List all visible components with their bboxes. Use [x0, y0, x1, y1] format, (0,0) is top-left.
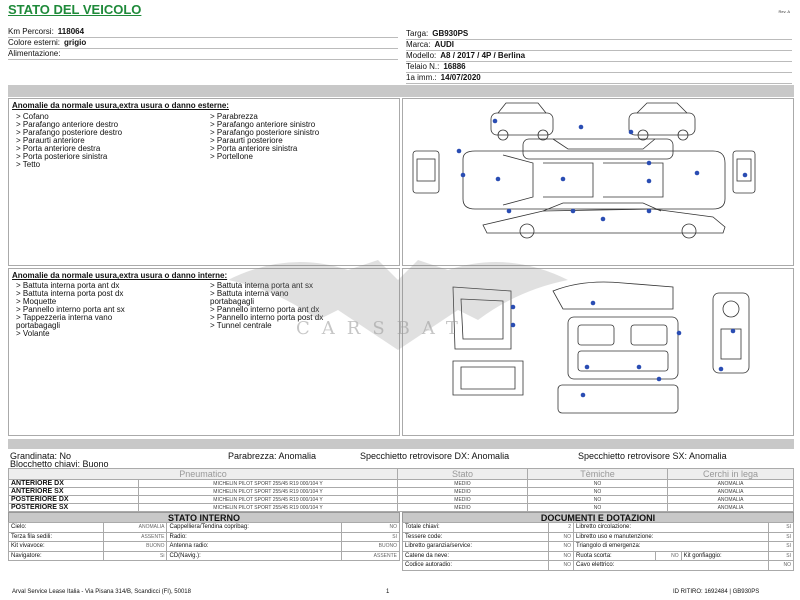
damage-dot	[647, 161, 652, 166]
exterior-diagram-panel	[402, 98, 794, 266]
rim-state: ANOMALIA	[668, 504, 794, 512]
interior-car-diagram	[403, 269, 795, 437]
fuel-label: Alimentazione:	[8, 49, 61, 58]
table-row	[9, 504, 794, 512]
field-label: Tessere code:	[403, 532, 549, 542]
table-row	[403, 561, 794, 571]
brand-value: AUDI	[434, 40, 455, 49]
damage-dot	[743, 173, 748, 178]
field-label: Kit vivavoce:	[9, 542, 104, 552]
damage-dot	[647, 179, 652, 184]
interior-state-title: STATO INTERNO	[8, 512, 400, 523]
table-row	[403, 523, 794, 533]
page-title: STATO DEL VEICOLO	[8, 2, 142, 17]
list-item: > Battuta interna vano	[210, 289, 289, 298]
table-row	[9, 551, 400, 561]
tyre-header: Stato	[398, 469, 528, 480]
table-row	[9, 523, 400, 533]
footer-id: ID RITIRO: 1692484 | GB930PS	[673, 589, 760, 595]
exterior-list-2	[210, 113, 319, 161]
tyre-state: MEDIO	[398, 488, 528, 496]
list-item: portabagagli	[16, 321, 61, 330]
rim-state: ANOMALIA	[668, 480, 794, 488]
mirror-dx-status: Specchietto retrovisore DX: Anomalia	[360, 451, 510, 461]
revision-label: Rev. A	[778, 9, 790, 14]
damage-dot	[457, 149, 462, 154]
field-value: ASSENTE	[103, 532, 167, 542]
tyre-position: ANTERIORE DX	[9, 480, 139, 488]
damage-dot	[585, 365, 590, 370]
windshield-status: Parabrezza: Anomalia	[228, 451, 317, 461]
chassis-label: Telaio N.:	[406, 62, 440, 71]
interior-state-table	[8, 522, 400, 561]
field-value: NO	[768, 561, 793, 571]
field-label: Kit gonfiaggio:	[681, 551, 768, 561]
page-number: 1	[386, 589, 390, 595]
table-row	[9, 532, 400, 542]
damage-dot	[731, 329, 736, 334]
damage-dot	[629, 130, 634, 135]
list-item: > Pannello interno porta post dx	[210, 313, 324, 322]
exterior-list-1	[16, 113, 122, 169]
field-value: NO	[548, 551, 573, 561]
field-label: Libretto garanzia/service:	[403, 542, 549, 552]
tyre-position: POSTERIORE SX	[9, 504, 139, 512]
table-row	[9, 480, 794, 488]
damage-dot	[719, 367, 724, 372]
tyre-model: MICHELIN PILOT SPORT 255/45 R19 000/104 Y	[139, 480, 398, 488]
field-value: ASSENTE	[341, 551, 399, 561]
table-row	[9, 542, 400, 552]
list-item: > Porta anteriore sinistra	[210, 144, 298, 153]
damage-dot	[511, 323, 516, 328]
table-row	[403, 532, 794, 542]
field-value: Si	[103, 551, 167, 561]
registration-value: 14/07/2020	[440, 73, 481, 82]
tyre-model: MICHELIN PILOT SPORT 255/45 R19 000/104 Y	[139, 496, 398, 504]
table-row	[403, 542, 794, 552]
field-value: NO	[548, 542, 573, 552]
list-item: > Parafango posteriore destro	[16, 128, 123, 137]
field-value: SI	[768, 551, 793, 561]
tyre-position: POSTERIORE DX	[9, 496, 139, 504]
damage-dot	[591, 301, 596, 306]
damage-dot	[647, 209, 652, 214]
documents-table	[402, 522, 794, 571]
field-value: 2	[548, 523, 573, 533]
exterior-car-diagram	[403, 99, 795, 267]
field-label: Cappelliera/Tendina copribag:	[167, 523, 341, 533]
field-value: SI	[768, 532, 793, 542]
list-item: > Tunnel centrale	[210, 321, 272, 330]
field-label: Cielo:	[9, 523, 104, 533]
list-item: > Parafango anteriore sinistro	[210, 120, 316, 129]
damage-dot	[507, 209, 512, 214]
field-value: NO	[341, 523, 399, 533]
damage-dot	[579, 125, 584, 130]
damage-dot	[493, 119, 498, 124]
tyre-header: Tèmiche	[528, 469, 668, 480]
tyre-thermal: NO	[528, 496, 668, 504]
field-value: SI	[768, 523, 793, 533]
damage-dot	[461, 173, 466, 178]
color-value: grigio	[64, 38, 87, 47]
field-label: Ruota scorta:	[574, 551, 656, 561]
field-label: Libretto uso e manutenzione:	[574, 532, 769, 542]
list-item: > Moquette	[16, 297, 57, 306]
damage-dot	[695, 171, 700, 176]
list-item: portabagagli	[210, 297, 255, 306]
rim-state: ANOMALIA	[668, 488, 794, 496]
list-item: > Parafango posteriore sinistro	[210, 128, 320, 137]
field-label: Totale chiavi:	[403, 523, 549, 533]
field-label: Terza fila sedili:	[9, 532, 104, 542]
list-item: > Parabrezza	[210, 112, 258, 121]
tyre-header: Cerchi in lega	[668, 469, 794, 480]
tyre-position: ANTERIORE SX	[9, 488, 139, 496]
tyre-model: MICHELIN PILOT SPORT 255/45 R19 000/104 Y	[139, 504, 398, 512]
field-value: ANOMALIA	[103, 523, 167, 533]
field-label: Antenna radio:	[167, 542, 341, 552]
list-item: > Pannello interno porta ant dx	[210, 305, 320, 314]
field-value: BUONO	[341, 542, 399, 552]
table-row	[403, 551, 794, 561]
list-item: > Paraurti anteriore	[16, 136, 85, 145]
km-label: Km Percorsi:	[8, 27, 54, 36]
color-label: Colore esterni:	[8, 38, 61, 47]
field-value: BUONO	[103, 542, 167, 552]
model-label: Modello:	[406, 51, 437, 60]
list-item: > Tappezzeria interna vano	[16, 313, 113, 322]
summary-divider	[8, 439, 794, 449]
damage-dot	[657, 377, 662, 382]
list-item: > Porta anteriore destra	[16, 144, 101, 153]
plate-label: Targa:	[406, 29, 429, 38]
registration-row	[406, 72, 792, 84]
list-item: > Battuta interna porta post dx	[16, 289, 124, 298]
field-label: Libretto circolazione:	[574, 523, 769, 533]
field-label: CD(Navig.):	[167, 551, 341, 561]
mirror-sx-status: Specchietto retrovisore SX: Anomalia	[578, 451, 727, 461]
list-item: > Cofano	[16, 112, 49, 121]
tyre-model: MICHELIN PILOT SPORT 255/45 R19 000/104 Y	[139, 488, 398, 496]
list-item: > Portellone	[210, 152, 253, 161]
damage-dot	[561, 177, 566, 182]
damage-dot	[511, 305, 516, 310]
tyre-state: MEDIO	[398, 496, 528, 504]
footer-address: Arval Service Lease Italia - Via Pisana 314/B, Scandicci (FI), 50018	[12, 589, 191, 595]
list-item: > Porta posteriore sinistra	[16, 152, 108, 161]
field-value: NO	[548, 561, 573, 571]
key-block-status: Blocchetto chiavi: Buono	[10, 459, 109, 469]
damage-dot	[601, 217, 606, 222]
field-label: Cavo elettrico:	[574, 561, 769, 571]
watermark-text: CARSBAT	[296, 318, 470, 339]
field-label: Navigatore:	[9, 551, 104, 561]
hail-status: Grandinata: No	[10, 451, 72, 461]
tyre-table	[8, 468, 794, 512]
damage-dot	[677, 331, 682, 336]
exterior-title: Anomalie da normale usura,extra usura o danno esterne:	[12, 101, 229, 110]
field-value: NO	[656, 551, 681, 561]
list-item: > Pannello interno porta ant sx	[16, 305, 125, 314]
field-label: Catene da neve:	[403, 551, 549, 561]
damage-dot	[637, 365, 642, 370]
km-value: 118064	[57, 27, 85, 36]
fuel-row	[8, 48, 398, 60]
documents-title: DOCUMENTI E DOTAZIONI	[402, 512, 794, 523]
damage-dot	[571, 209, 576, 214]
field-value: SI	[341, 532, 399, 542]
interior-diagram-panel	[402, 268, 794, 436]
list-item: > Volante	[16, 329, 50, 338]
tyre-thermal: NO	[528, 504, 668, 512]
field-label: Triangolo di emergenza:	[574, 542, 769, 552]
brand-label: Marca:	[406, 40, 431, 49]
list-item: > Paraurti posteriore	[210, 136, 283, 145]
tyre-thermal: NO	[528, 480, 668, 488]
chassis-value: 16886	[443, 62, 466, 71]
model-value: A8 / 2017 / 4P / Berlina	[440, 51, 526, 60]
table-row	[9, 496, 794, 504]
section-divider	[8, 85, 794, 97]
list-item: > Parafango anteriore destro	[16, 120, 119, 129]
table-row	[9, 488, 794, 496]
interior-list-1	[16, 282, 125, 338]
tyre-thermal: NO	[528, 488, 668, 496]
list-item: > Battuta interna porta ant dx	[16, 281, 120, 290]
field-label: Codice autoradio:	[403, 561, 549, 571]
rim-state: ANOMALIA	[668, 496, 794, 504]
tyre-state: MEDIO	[398, 480, 528, 488]
plate-value: GB930PS	[432, 29, 469, 38]
field-value: SI	[768, 542, 793, 552]
list-item: > Battuta interna porta ant sx	[210, 281, 313, 290]
damage-dot	[496, 177, 501, 182]
tyre-state: MEDIO	[398, 504, 528, 512]
damage-dot	[581, 393, 586, 398]
field-value: NO	[548, 532, 573, 542]
interior-title: Anomalie da normale usura,extra usura o danno interne:	[12, 271, 228, 280]
registration-label: 1a imm.:	[406, 73, 437, 82]
list-item: > Tetto	[16, 160, 41, 169]
tyre-header: Pneumatico	[9, 469, 398, 480]
field-label: Radio:	[167, 532, 341, 542]
